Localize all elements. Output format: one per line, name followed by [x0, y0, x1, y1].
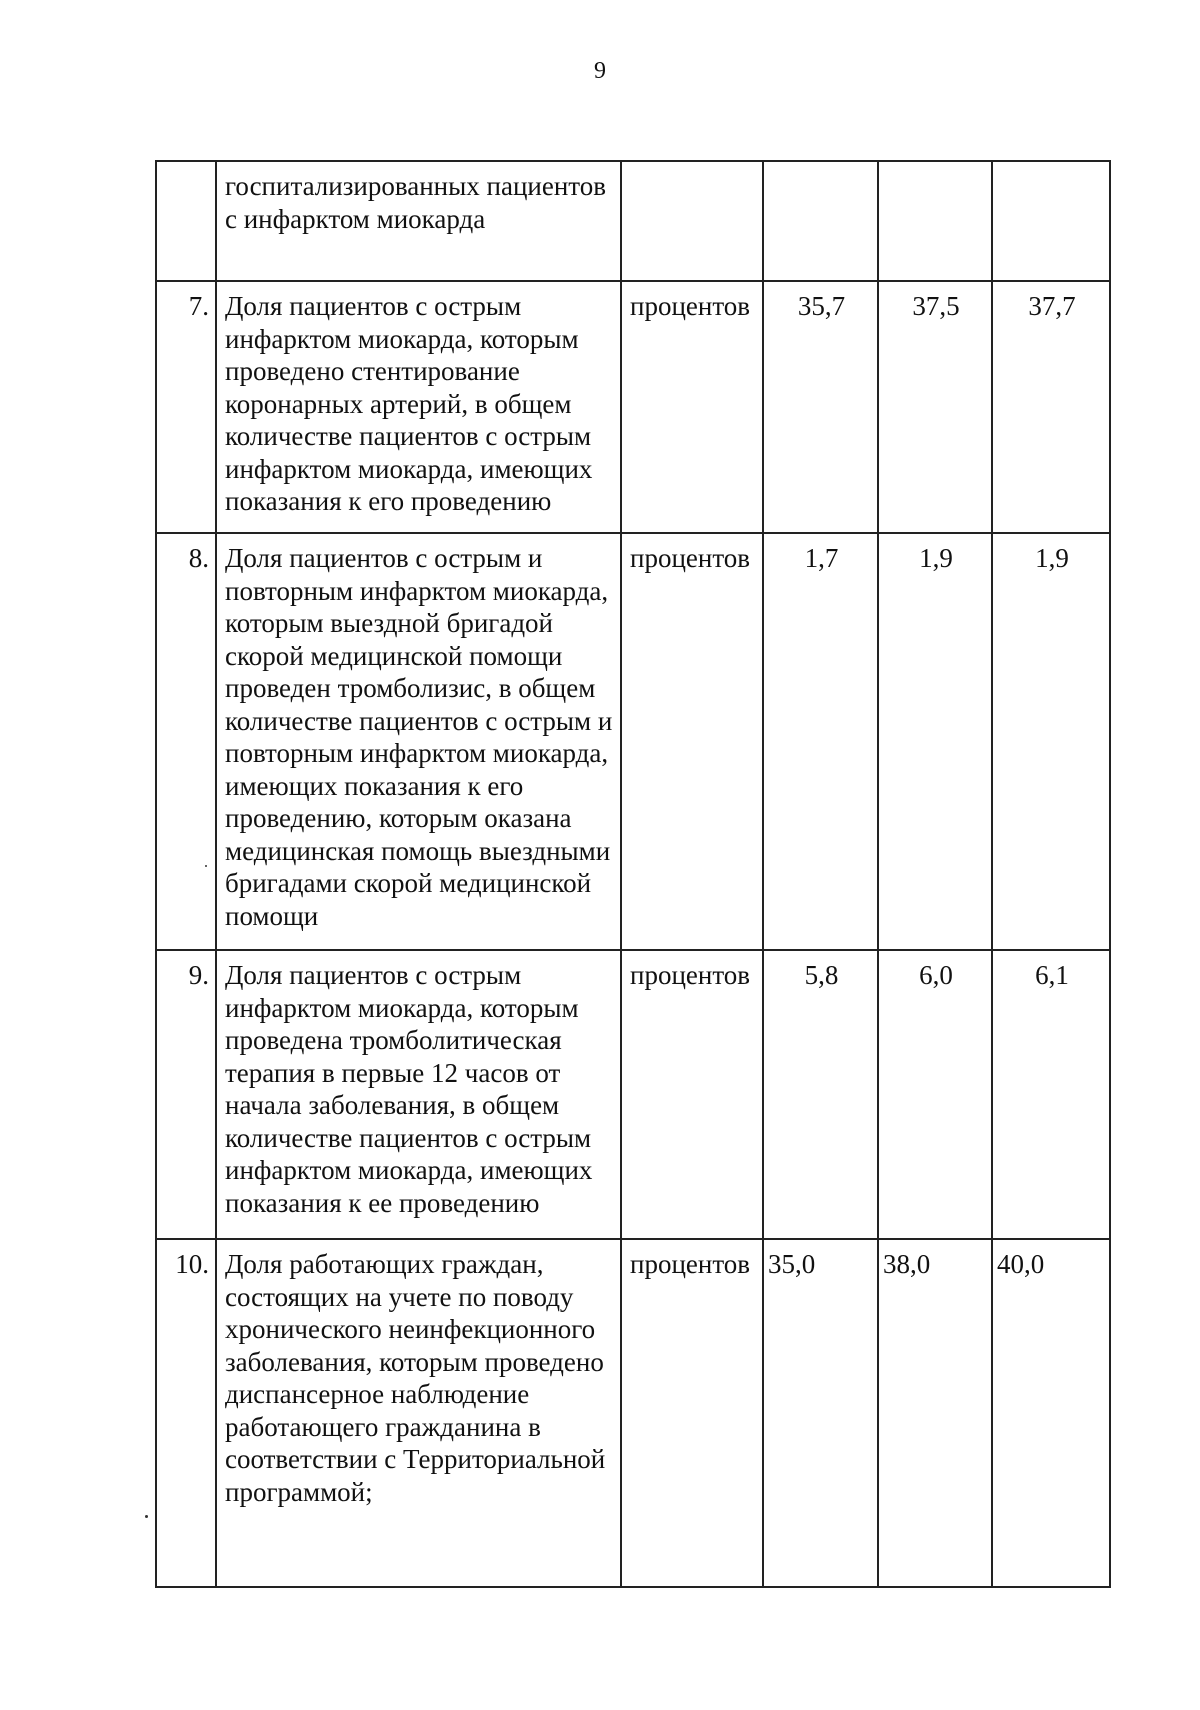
value-year-3-cell: [992, 161, 1110, 281]
value-year-1-cell: 1,7: [763, 533, 878, 950]
value-year-1-cell: 35,0: [763, 1239, 878, 1587]
indicator-name-cell: Доля работающих граждан, состоящих на учете по поводу хронического неинфекционного заболевания, которым проведено диспансерное наблюдение работающего гражданина в соответствии с Территориальной программой;: [216, 1239, 621, 1587]
unit-cell: процентов: [621, 1239, 763, 1587]
scan-speck: [205, 865, 207, 867]
value-year-2-cell: 38,0: [878, 1239, 992, 1587]
value-year-1-cell: 35,7: [763, 281, 878, 533]
row-number-cell: 7.: [156, 281, 216, 533]
row-number-cell: 10.: [156, 1239, 216, 1587]
value-year-3-cell: 6,1: [992, 950, 1110, 1239]
table-row: [156, 1239, 1110, 1587]
scan-speck: [145, 1515, 148, 1518]
value-year-1-cell: [763, 161, 878, 281]
value-year-2-cell: 37,5: [878, 281, 992, 533]
unit-cell: процентов: [621, 281, 763, 533]
table-row: [156, 161, 1110, 281]
row-number-cell: 8.: [156, 533, 216, 950]
indicator-name-cell: Доля пациентов с острым инфарктом миокарда, которым проведена тромболитическая терапия в первые 12 часов от начала заболевания, в общем количестве пациентов с острым инфарктом миокарда, имеющих показания к ее проведению: [216, 950, 621, 1239]
value-year-1-cell: 5,8: [763, 950, 878, 1239]
table-row: [156, 533, 1110, 950]
indicator-name-cell: госпитализированных пациентов с инфарктом миокарда: [216, 161, 621, 281]
value-year-2-cell: 6,0: [878, 950, 992, 1239]
table-row: [156, 281, 1110, 533]
indicators-table: [155, 160, 1111, 1588]
value-year-2-cell: [878, 161, 992, 281]
row-number-cell: 9.: [156, 950, 216, 1239]
indicator-name-cell: Доля пациентов с острым инфарктом миокарда, которым проведено стентирование коронарных артерий, в общем количестве пациентов с острым инфарктом миокарда, имеющих показания к его проведению: [216, 281, 621, 533]
table-row: [156, 950, 1110, 1239]
unit-cell: процентов: [621, 950, 763, 1239]
unit-cell: [621, 161, 763, 281]
value-year-3-cell: 40,0: [992, 1239, 1110, 1587]
value-year-3-cell: 37,7: [992, 281, 1110, 533]
indicator-name-cell: Доля пациентов с острым и повторным инфарктом миокарда, которым выездной бригадой скорой медицинской помощи проведен тромболизис, в общем количестве пациентов с острым и повторным инфарктом миокарда, имеющих показания к его проведению, которым оказана медицинская помощь выездными бригадами скорой медицинской помощи: [216, 533, 621, 950]
unit-cell: процентов: [621, 533, 763, 950]
value-year-3-cell: 1,9: [992, 533, 1110, 950]
page-number: 9: [594, 58, 606, 84]
row-number-cell: [156, 161, 216, 281]
value-year-2-cell: 1,9: [878, 533, 992, 950]
